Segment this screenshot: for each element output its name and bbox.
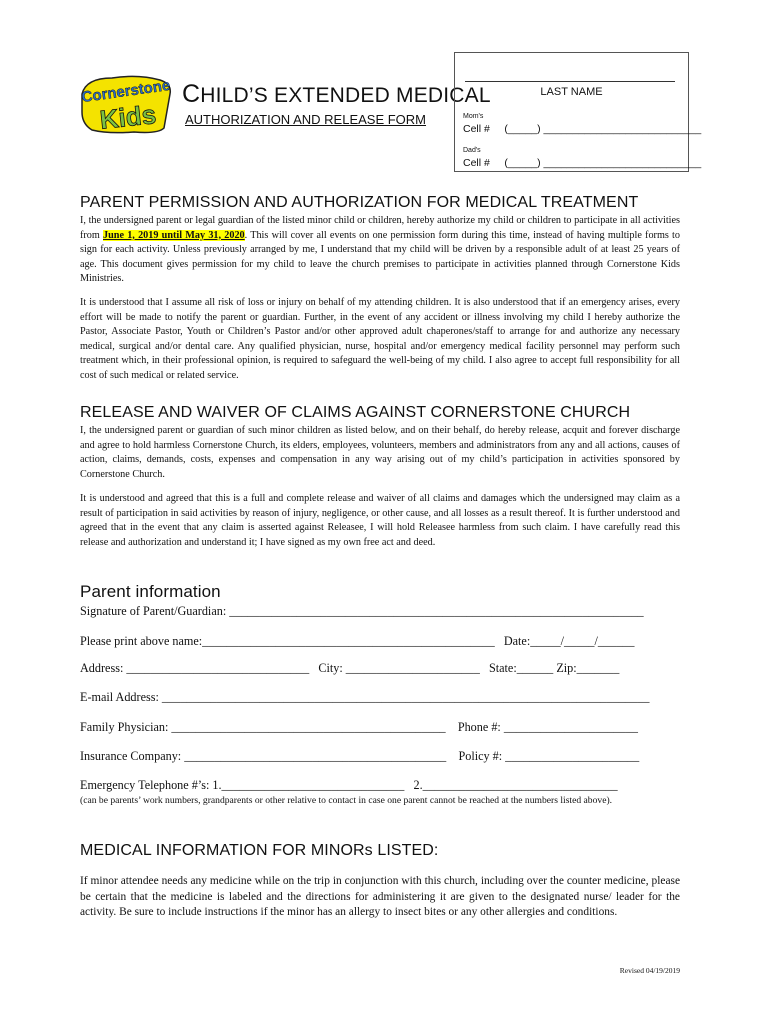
physician-phone-field[interactable]: Family Physician: _____________________________________________ Phone #: ______________________ — [80, 720, 638, 734]
last-name-label: LAST NAME — [540, 86, 603, 98]
last-name-box — [454, 52, 702, 172]
insurance-policy-field[interactable]: Insurance Company: ___________________________________________ Policy #: ______________________ — [80, 749, 640, 763]
logo-text-bottom: Kids — [98, 99, 158, 135]
revised-date: Revised 04/19/2019 — [619, 966, 680, 975]
permission-p1-before: I, the undersigned parent or legal guardian of the listed minor child or children, hereby authorize my child or children to participate in all activities from — [80, 215, 680, 241]
section-heading-medical-info: MEDICAL INFORMATION FOR MINORs LISTED: — [80, 842, 439, 859]
title-rest: HILD’S EXTENDED MEDICAL — [200, 84, 491, 107]
emergency-phone-field[interactable]: Emergency Telephone #’s: 1.______________________________ 2.________________________________ — [80, 778, 618, 792]
section-heading-parent-info: Parent information — [80, 582, 221, 601]
document-title — [182, 80, 491, 109]
dad-cell-field[interactable]: Cell # (_____) ___________________________ — [463, 157, 702, 169]
document-subtitle: AUTHORIZATION AND RELEASE FORM — [185, 112, 427, 127]
permission-p1-after: . This will cover all events on one permission form during this time, instead of having multiple forms to sign for each activity. Unless previously arranged by me, I understand that my child will be driven by a responsible adult of at least 25 years of age. This document gives permission for my child to leave the church premises to participate in activities planned through Cornerstone Kids Ministries. — [80, 229, 680, 285]
signature-field[interactable]: Signature of Parent/Guardian: ____________________________________________________________________ — [80, 604, 644, 618]
mom-cell-field[interactable]: Cell # (_____) ___________________________ — [463, 123, 702, 135]
release-paragraph-1: I, the undersigned parent or guardian of such minor children as listed below, and on their behalf, do hereby release, acquit and forever discharge and agree to hold harmless Cornerstone Church, its elders, employees, volunteers, members and administrators from any and all actions, causes of action, claims, demands, costs, expenses and compensation in any way arising out of my child’s participation in activities sponsored by Cornerstone Church. — [80, 425, 680, 480]
last-name-line[interactable] — [465, 81, 675, 82]
title-initial: C — [182, 80, 201, 108]
mom-label: Mom's — [463, 113, 484, 120]
section-heading-permission: PARENT PERMISSION AND AUTHORIZATION FOR MEDICAL TREATMENT — [80, 194, 639, 211]
date-range-highlight: June 1, 2019 until May 31, 2020 — [103, 229, 245, 241]
email-field[interactable]: E-mail Address: ________________________________________________________________________________ — [80, 690, 650, 704]
medical-info-paragraph: If minor attendee needs any medicine while on the trip in conjunction with this church, including over the counter medicine, please be certain that the medicine is labeled and the directions for administering it are given to the designated nurse/ leader for the activity. Be sure to include instructions if the minor has an allergy to insect bites or any other allergies and conditions. — [80, 875, 680, 918]
dad-label: Dad's — [463, 147, 481, 154]
address-field[interactable]: Address: ______________________________ City: ______________________ State:______ Zip:_______ — [80, 661, 620, 675]
section-heading-release: RELEASE AND WAIVER OF CLAIMS AGAINST CORNERSTONE CHURCH — [80, 404, 631, 421]
print-name-date-field[interactable]: Please print above name:________________________________________________ Date:_____/_____/______ — [80, 634, 635, 648]
emergency-note: (can be parents’ work numbers, grandparents or other relative to contact in case one parent cannot be reached at the numbers listed above). — [80, 795, 613, 806]
release-paragraph-2: It is understood and agreed that this is a full and complete release and waiver of all claims and damages which the undersigned may claim as a result of participation in said activities by reason of injury, negligence, or other cause, and all losses as a result thereof. It is further understood and agreed that in the event that any claim is asserted against Releasee, I will hold Releasee harmless from such claim. I have carefully read this release and authorization and understand it; I have signed as my own free act and deed. — [80, 493, 680, 548]
cornerstone-kids-logo — [78, 72, 174, 136]
permission-paragraph-1 — [80, 214, 680, 287]
permission-paragraph-2: It is understood that I assume all risk of loss or injury on behalf of my attending children. It is also understood that if an emergency arises, every effort will be made to notify the parent or guardian. Further, in the event of any accident or illness involving my child I hereby authorize the Pastor, Associate Pastor, Youth or Children’s Pastor and/or other approved adult chaperones/staff to arrange for and authorize any necessary medical, surgical and/or dental care. Any qualified physician, nurse, hospital and/or emergency medical facility personnel may perform such treatment which, in their professional opinion, is required to safeguard the well-being of my child. I also agree to accept full responsibility for all cost of such medical or related service. — [80, 297, 680, 381]
logo-text-top: Cornerstone — [80, 76, 172, 107]
